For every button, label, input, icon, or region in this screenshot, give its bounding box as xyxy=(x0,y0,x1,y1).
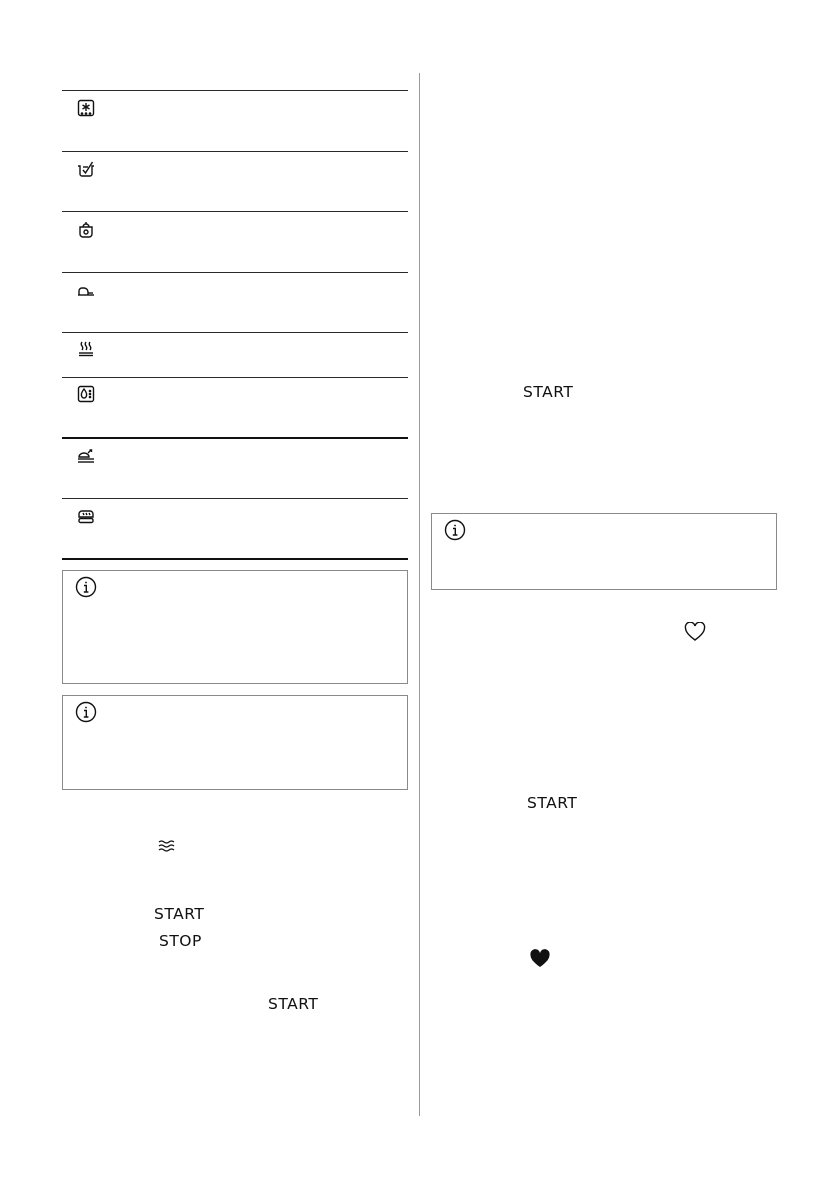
table-rule xyxy=(62,151,408,152)
table-rule xyxy=(62,272,408,273)
table-rule xyxy=(62,90,408,91)
table-rule xyxy=(62,437,408,439)
heart-filled-icon xyxy=(529,949,551,969)
table-rule xyxy=(62,377,408,378)
dough-proving-icon xyxy=(76,280,96,300)
bread-baking-icon xyxy=(76,506,96,526)
dehydrating-drop-icon xyxy=(76,384,96,404)
start-button-label: START xyxy=(523,383,574,401)
defrost-snowflake-icon xyxy=(76,98,96,118)
menu-waves-icon xyxy=(157,839,175,853)
table-rule xyxy=(62,558,408,560)
stop-button-label: STOP xyxy=(159,932,202,950)
start-button-label: START xyxy=(268,995,319,1013)
info-note xyxy=(62,695,408,790)
info-icon xyxy=(444,519,466,541)
info-icon xyxy=(75,701,97,723)
column-divider xyxy=(419,73,420,1116)
info-note xyxy=(62,570,408,684)
start-button-label: START xyxy=(527,794,578,812)
table-rule xyxy=(62,211,408,212)
table-rule xyxy=(62,332,408,333)
roast-meat-icon xyxy=(76,446,96,466)
slow-cook-pot-icon xyxy=(76,219,96,239)
table-rule xyxy=(62,498,408,499)
plate-warming-steam-icon xyxy=(76,338,96,358)
preserving-jar-icon xyxy=(76,159,96,179)
info-icon xyxy=(75,576,97,598)
start-button-label: START xyxy=(154,905,205,923)
info-note xyxy=(431,513,777,590)
heart-outline-icon xyxy=(684,622,706,642)
